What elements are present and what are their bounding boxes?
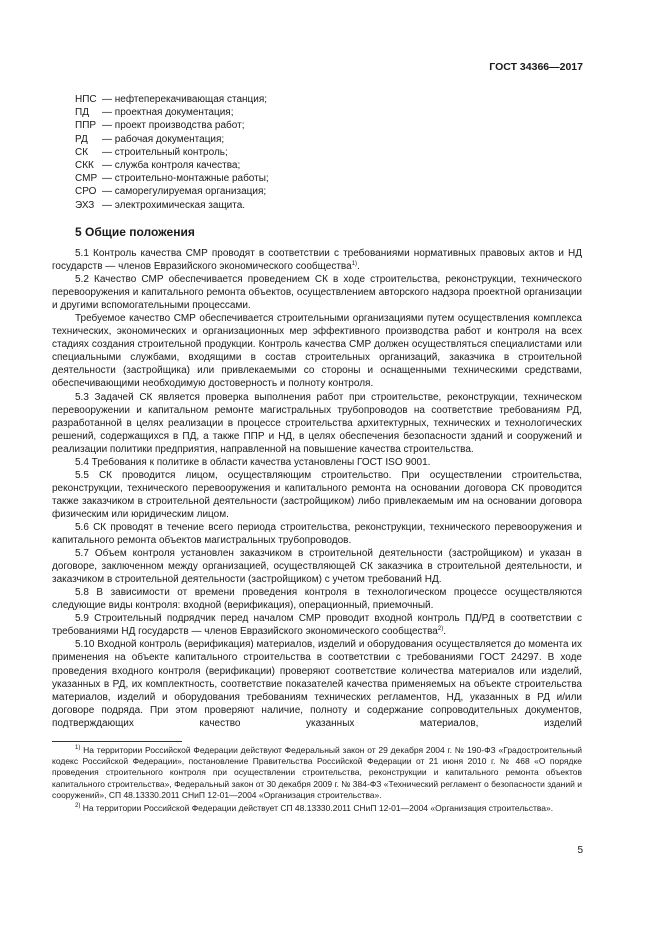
- abbreviation-item: [75, 199, 269, 212]
- abbreviation-code: ПД: [75, 107, 89, 119]
- footnote-divider: [52, 741, 182, 742]
- abbreviation-text: — проектная документация;: [102, 107, 234, 119]
- footnotes: [52, 745, 582, 816]
- abbreviation-code: СК: [75, 146, 89, 158]
- abbreviation-text: — нефтеперекачивающая станция;: [102, 94, 268, 105]
- abbreviation-code: НПС: [75, 94, 97, 105]
- abbreviation-code: СРО: [75, 186, 97, 198]
- section-title: 5 Общие положения: [75, 225, 195, 239]
- abbreviation-text: — строительный контроль;: [102, 146, 228, 158]
- footnote-2: [52, 803, 582, 814]
- abbreviation-text: — электрохимическая защита.: [102, 199, 246, 211]
- paragraph-5-9: [52, 612, 582, 638]
- document-code: ГОСТ 34366—2017: [489, 61, 583, 73]
- footnote-mark: 1): [75, 745, 81, 751]
- paragraph-5-1: [52, 247, 582, 273]
- paragraph-5-3: 5.3 Задачей СК является проверка выполнения работ при строительстве, реконструкции, техническом перевооружении и капитальном ремонте магистральных трубопроводов на соответствие требованиям РД, разработанной в целях реализации в процессе строительства архитектурных, технических и технологических решений, содержащихся в ПД, а также ППР и НД, в целях обеспечения безопасности зданий и сооружений и реализации политики предприятия, направленной на повышение качества строительства.: [52, 391, 582, 455]
- section-body: [52, 247, 582, 730]
- abbreviation-code: РД: [75, 133, 88, 145]
- footnote-ref: 1): [351, 261, 358, 268]
- paragraph-5-4: 5.4 Требования к политике в области качества установлены ГОСТ ISO 9001.: [75, 456, 431, 468]
- paragraph-text: 5.1 Контроль качества СМР проводят в соответствии с требованиями нормативных правовых актов и НД государств — членов Евразийского экономического сообщества: [52, 248, 582, 273]
- abbreviation-item: [75, 93, 269, 106]
- abbreviation-code: СКК: [75, 160, 94, 172]
- paragraph-quality: Требуемое качество СМР обеспечивается строительными организациями путем осуществления комплекса технических, экономических и организационных мер эффективного производства работ и контроля на всех стадиях создания строительной продукции. Контроль качества СМР должен осуществляться специалистами или специальными службами, входящими в состав строительных организаций, заказчика в строительной деятельности (застройщика) или привлекаемыми со стороны и оснащенными техническими средствами, обеспечивающими необходимую достоверность и полноту контроля.: [52, 313, 582, 390]
- footnote-mark: 2): [75, 803, 81, 810]
- paragraph-end: .: [357, 261, 360, 273]
- abbreviation-code: ППР: [75, 120, 97, 132]
- paragraph-5-7: 5.7 Объем контроля установлен заказчиком в строительной деятельности (застройщиком) и указан в договоре, заключенном между организацией, осуществляющей СК заказчика в строительной деятельности, и заказчиком в строительной деятельности (застройщиком) с учетом требований НД.: [52, 548, 582, 586]
- abbreviation-text: — саморегулируемая организация;: [102, 186, 267, 198]
- abbreviation-text: — проект производства работ;: [102, 120, 245, 132]
- paragraph-end: .: [443, 626, 446, 638]
- abbreviation-text: — рабочая документация;: [102, 133, 225, 145]
- abbreviation-item: [75, 106, 269, 119]
- paragraph-5-2: 5.2 Качество СМР обеспечивается проведением СК в ходе строительства, реконструкции, технического перевооружения и капитального ремонта объектов, осуществлением авторского надзора проектной организации и другими вспомогательными процессами.: [52, 274, 582, 312]
- abbreviation-item: [75, 185, 269, 198]
- abbreviation-text: — служба контроля качества;: [102, 160, 241, 172]
- page-number: 5: [577, 845, 583, 856]
- abbreviation-code: СМР: [75, 173, 98, 185]
- footnote-text: На территории Российской Федерации действуют Федеральный закон от 29 декабря 2004 г. № 190-ФЗ «Градостроительный кодекс Российской Федерации», постановление Правительства Российской Федерации от 21 июня 2010 г. № 468 «О порядке проведения строительного контроля при осуществлении строительства, реконструкции и капитального ремонта объектов капитального строительства», Федеральный закон от 30 декабря 2009 г. № 384-ФЗ «Технический регламент о безопасности зданий и сооружений», СП 48.13330.2011 СНиП 12-01—2004 «Организация строительства».: [52, 745, 582, 800]
- paragraph-5-8: 5.8 В зависимости от времени проведения контроля в технологическом процессе осуществляются следующие виды контроля: входной (верификация), операционный, приемочный.: [52, 587, 582, 612]
- abbreviation-text: — строительно-монтажные работы;: [102, 173, 269, 185]
- paragraph-5-6: 5.6 СК проводят в течение всего периода строительства, реконструкции, технического перевооружения и капитального ремонта объектов магистральных трубопроводов.: [52, 521, 582, 547]
- abbreviation-item: [75, 146, 269, 159]
- footnote-1: [52, 745, 582, 801]
- footnote-text: На территории Российской Федерации действует СП 48.13330.2011 СНиП 12-01—2004 «Организация строительства».: [80, 803, 554, 814]
- abbreviation-item: [75, 159, 269, 172]
- paragraph-5-5: 5.5 СК проводится лицом, осуществляющим строительство. При осуществлении строительства, реконструкции, технического перевооружения и капитального ремонта на основании договора СК проводится также заказчиком в строительной деятельности (застройщиком) либо привлекаемым им на основании договора физическим или юридическим лицом.: [52, 469, 582, 520]
- abbreviation-item: [75, 172, 269, 185]
- footnote-ref: 2): [437, 626, 444, 633]
- abbreviations-list: [75, 93, 269, 212]
- abbreviation-item: [75, 119, 269, 132]
- abbreviation-code: ЭХЗ: [75, 199, 95, 211]
- paragraph-5-10: 5.10 Входной контроль (верификация) материалов, изделий и оборудования осуществляется до момента их применения на объекте капитального строительства в соответствии с требованиями ГОСТ 24297. В ходе проведения входного контроля (верификации) проверяют соответствие количества материалов или изделий, указанных в РД, их комплектность, соответствие показателей качества применяемых на объекте строительства материалов, изделий и оборудования требованиям технических регламентов, НД, указанных в РД и/или договоре подряда. При этом проверяют наличие, полноту и содержание сопроводительных документов, подтверждающих качество указанных материалов, изделий: [52, 639, 582, 729]
- paragraph-text: 5.9 Строительный подрядчик перед началом СМР проводит входной контроль ПД/РД в соответствии с требованиями НД государств — членов Евразийского экономического сообщества: [52, 613, 582, 638]
- abbreviation-item: [75, 133, 269, 146]
